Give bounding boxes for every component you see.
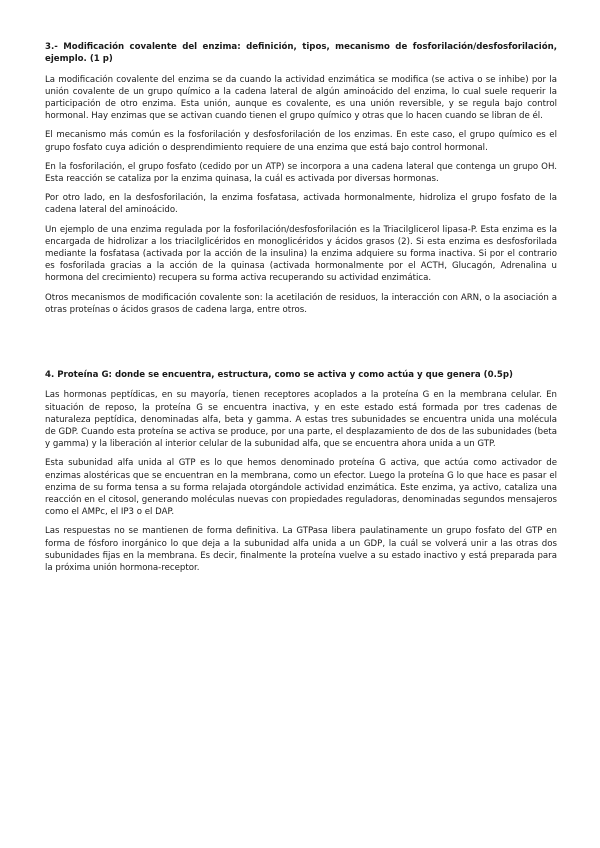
- section-3-paragraph-3: En la fosforilación, el grupo fosfato (cedido por un ATP) se incorpora a una cadena lateral que contenga un grupo OH. Esta reacción se cataliza por la enzima quinasa, la cuál es activada por diversas hormonas.: [45, 161, 557, 185]
- section-3-paragraph-6: Otros mecanismos de modificación covalente son: la acetilación de residuos, la interacción con ARN, o la asociación a otras proteínas o ácidos grasos de cadena larga, entre otros.: [45, 292, 557, 315]
- section-3-paragraph-5: Un ejemplo de una enzima regulada por la fosforilación/desfosforilación es la Triacilglicerol lipasa-P. Esta enzima es la encargada de hidrolizar a los triacilglicéridos en monoglicéridos y ácidos grasos (2). Si esta enzima es desfosforilada mediante la fosfatasa (activada por la acción de la insulina) la enzima adquiere su forma inactiva. Si por el contrario es fosforilada gracias a la acción de la quinasa (activada hormonalmente por el ACTH, Glucagón, Adrenalina u hormona del crecimiento) recupera su forma activa recuperando su actividad enzimática.: [45, 224, 557, 284]
- section-spacer: [45, 323, 557, 369]
- section-3-paragraph-1: La modificación covalente del enzima se da cuando la actividad enzimática se modifica (se activa o se inhibe) por la unión covalente de un grupo químico a la cadena lateral de algún aminoácido del enzima, lo cual suele requerir la participación de otro enzima. Esta unión, aunque es covalente, es una unión reversible, y se regula bajo control hormonal. Hay enzimas que se activan cuando tienen el grupo químico y otras que lo hacen cuando se libran de él.: [45, 74, 557, 122]
- section-3-paragraph-2: El mecanismo más común es la fosforilación y desfosforilación de los enzimas. En este caso, el grupo químico es el grupo fosfato cuya adición o desprendimiento requiere de una enzima que está bajo control hormonal.: [45, 130, 557, 153]
- section-4-paragraph-2: Esta subunidad alfa unida al GTP es lo que hemos denominado proteína G activa, que actúa como activador de enzimas alostéricas que se encuentran en la membrana, como un efector. Luego la proteína G lo que hace es pasar el enzima de su forma tensa a su forma relajada otorgándole actividad enzimática. Este enzima, ya activo, cataliza una reacción en el citosol, generando moléculas nuevas con propiedades reguladoras, denominadas segundos mensajeros como el AMPc, el IP3 o el DAP.: [45, 458, 557, 518]
- section-3-heading: 3.- Modificación covalente del enzima: definición, tipos, mecanismo de fosforilación/desfosforilación, ejemplo. (1 p): [45, 42, 557, 65]
- section-4-paragraph-3: Las respuestas no se mantienen de forma definitiva. La GTPasa libera paulatinamente un grupo fosfato del GTP en forma de fósforo inorgánico lo que deja a la subunidad alfa unida a un GDP, la cuál se volverá unir a las otras dos subunidades fijas en la membrana. Es decir, finalmente la proteína vuelve a su estado inactivo y está preparada para la próxima unión hormona-receptor.: [45, 526, 557, 573]
- section-4-paragraph-1: Las hormonas peptídicas, en su mayoría, tienen receptores acoplados a la proteína G en la membrana celular. En situación de reposo, la proteína G se encuentra inactiva, y en este estado está formada por tres cadenas de naturaleza peptídica, denominadas alfa, beta y gamma. A estas tres subunidades se encuentra unida una molécula de GDP. Cuando esta proteína se activa se produce, por una parte, el desplazamiento de dos de las subunidades (beta y gamma) y la liberación al interior celular de la subunidad alfa, que se encuentra ahora unida a un GTP.: [45, 390, 557, 450]
- section-4-heading: 4. Proteína G: donde se encuentra, estructura, como se activa y como actúa y que genera (0.5p): [45, 370, 513, 381]
- document-page: [45, 41, 557, 581]
- section-3-paragraph-4: Por otro lado, en la desfosforilación, la enzima fosfatasa, activada hormonalmente, hidroliza el grupo fosfato de la cadena lateral del aminoácido.: [45, 193, 557, 216]
